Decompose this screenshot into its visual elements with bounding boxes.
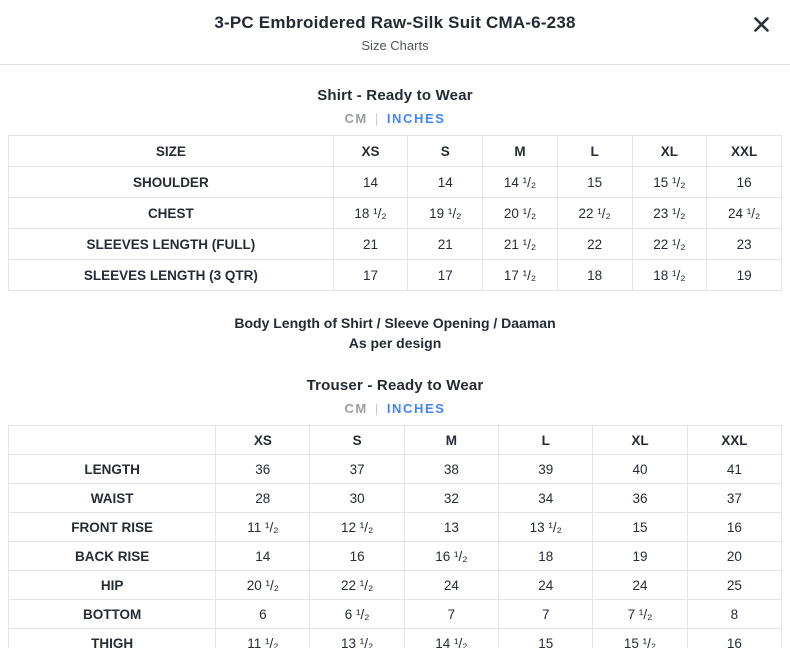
table-row-thigh (9, 629, 782, 648)
size-value: 18 ¹/₂ (333, 198, 408, 229)
column-header-xs: XS (216, 426, 310, 455)
size-value: 16 ¹/₂ (404, 542, 498, 571)
shirt-unit-toggle (0, 111, 790, 126)
trouser-table-header-row (9, 426, 782, 455)
size-value: 22 ¹/₂ (310, 571, 404, 600)
table-row-bottom (9, 600, 782, 629)
shirt-size-table (8, 135, 782, 291)
row-label: SLEEVES LENGTH (3 QTR) (9, 260, 334, 291)
size-value: 6 ¹/₂ (310, 600, 404, 629)
row-label: LENGTH (9, 455, 216, 484)
size-value: 17 ¹/₂ (483, 260, 558, 291)
shirt-section-heading: Shirt - Ready to Wear (317, 87, 473, 104)
size-value: 36 (593, 484, 687, 513)
table-row-shoulder (9, 167, 782, 198)
size-value: 7 (499, 600, 593, 629)
size-value: 39 (499, 455, 593, 484)
size-value: 6 (216, 600, 310, 629)
close-icon (752, 15, 771, 34)
size-value: 22 ¹/₂ (632, 229, 707, 260)
size-value: 38 (404, 455, 498, 484)
table-row-front-rise (9, 513, 782, 542)
shirt-unit-option-inches[interactable]: INCHES (386, 111, 446, 126)
product-title: 3-PC Embroidered Raw-Silk Suit CMA-6-238 (214, 13, 576, 32)
size-value: 13 ¹/₂ (310, 629, 404, 648)
size-value: 21 (333, 229, 408, 260)
column-header-m: M (483, 136, 558, 167)
size-value: 8 (687, 600, 781, 629)
column-header-size: SIZE (9, 136, 334, 167)
trouser-unit-option-cm[interactable]: CM (344, 401, 368, 416)
size-value: 30 (310, 484, 404, 513)
size-value: 14 (408, 167, 483, 198)
trouser-unit-toggle (0, 401, 790, 416)
size-value: 16 (687, 513, 781, 542)
size-value: 11 ¹/₂ (216, 513, 310, 542)
trouser-unit-option-inches[interactable]: INCHES (386, 401, 446, 416)
trouser-section (0, 377, 790, 648)
size-value: 37 (687, 484, 781, 513)
size-value: 21 ¹/₂ (483, 229, 558, 260)
size-value: 25 (687, 571, 781, 600)
row-label: BOTTOM (9, 600, 216, 629)
size-value: 37 (310, 455, 404, 484)
size-value: 14 (216, 542, 310, 571)
column-header-l: L (557, 136, 632, 167)
size-value: 18 (499, 542, 593, 571)
size-value: 16 (310, 542, 404, 571)
size-value: 41 (687, 455, 781, 484)
size-value: 17 (408, 260, 483, 291)
size-value: 20 ¹/₂ (216, 571, 310, 600)
note-line-2: As per design (348, 335, 442, 351)
size-value: 15 (557, 167, 632, 198)
column-header-xl: XL (632, 136, 707, 167)
size-value: 40 (593, 455, 687, 484)
close-button[interactable] (747, 10, 776, 39)
table-row-hip (9, 571, 782, 600)
size-value: 20 (687, 542, 781, 571)
row-label: FRONT RISE (9, 513, 216, 542)
row-label: HIP (9, 571, 216, 600)
column-header-m: M (404, 426, 498, 455)
size-value: 12 ¹/₂ (310, 513, 404, 542)
size-value: 16 (687, 629, 781, 648)
table-row-chest (9, 198, 782, 229)
size-value: 14 ¹/₂ (483, 167, 558, 198)
size-value: 20 ¹/₂ (483, 198, 558, 229)
size-value: 16 (707, 167, 782, 198)
trouser-size-table (8, 425, 782, 648)
size-value: 32 (404, 484, 498, 513)
table-row-length (9, 455, 782, 484)
column-header-s: S (408, 136, 483, 167)
size-value: 7 ¹/₂ (593, 600, 687, 629)
size-value: 19 ¹/₂ (408, 198, 483, 229)
column-header-xxl: XXL (707, 136, 782, 167)
shirt-section (0, 87, 790, 291)
column-header-l: L (499, 426, 593, 455)
table-row-back-rise (9, 542, 782, 571)
column-header-s: S (310, 426, 404, 455)
size-value: 18 ¹/₂ (632, 260, 707, 291)
shirt-table-header-row (9, 136, 782, 167)
size-value: 19 (707, 260, 782, 291)
size-value: 15 (593, 513, 687, 542)
size-value: 23 (707, 229, 782, 260)
row-label: BACK RISE (9, 542, 216, 571)
table-row-sleeves-3qtr (9, 260, 782, 291)
note-line-1: Body Length of Shirt / Sleeve Opening / Daaman (234, 315, 556, 331)
size-value: 21 (408, 229, 483, 260)
column-header-xs: XS (333, 136, 408, 167)
row-label: THIGH (9, 629, 216, 648)
table-row-waist (9, 484, 782, 513)
size-value: 15 ¹/₂ (632, 167, 707, 198)
size-value: 36 (216, 455, 310, 484)
size-value: 24 ¹/₂ (707, 198, 782, 229)
size-value: 19 (593, 542, 687, 571)
size-value: 14 ¹/₂ (404, 629, 498, 648)
trouser-unit-separator: | (374, 401, 380, 416)
size-value: 7 (404, 600, 498, 629)
size-value: 15 (499, 629, 593, 648)
size-value: 14 (333, 167, 408, 198)
design-note (0, 313, 790, 353)
size-value: 13 ¹/₂ (499, 513, 593, 542)
size-value: 34 (499, 484, 593, 513)
row-label: SLEEVES LENGTH (FULL) (9, 229, 334, 260)
modal-header (0, 0, 790, 65)
size-value: 28 (216, 484, 310, 513)
size-value: 24 (404, 571, 498, 600)
size-value: 15 ¹/₂ (593, 629, 687, 648)
column-header-xxl: XXL (687, 426, 781, 455)
size-value: 17 (333, 260, 408, 291)
size-value: 11 ¹/₂ (216, 629, 310, 648)
column-header-xl: XL (593, 426, 687, 455)
row-label: WAIST (9, 484, 216, 513)
row-label: CHEST (9, 198, 334, 229)
row-label: SHOULDER (9, 167, 334, 198)
size-value: 23 ¹/₂ (632, 198, 707, 229)
table-row-sleeves-full (9, 229, 782, 260)
column-header-blank (9, 426, 216, 455)
shirt-unit-separator: | (374, 111, 380, 126)
trouser-section-heading: Trouser - Ready to Wear (306, 377, 484, 394)
shirt-unit-option-cm[interactable]: CM (344, 111, 368, 126)
size-value: 24 (499, 571, 593, 600)
size-value: 22 (557, 229, 632, 260)
size-value: 24 (593, 571, 687, 600)
size-charts-subtitle: Size Charts (361, 38, 429, 53)
size-value: 18 (557, 260, 632, 291)
size-value: 13 (404, 513, 498, 542)
size-value: 22 ¹/₂ (557, 198, 632, 229)
